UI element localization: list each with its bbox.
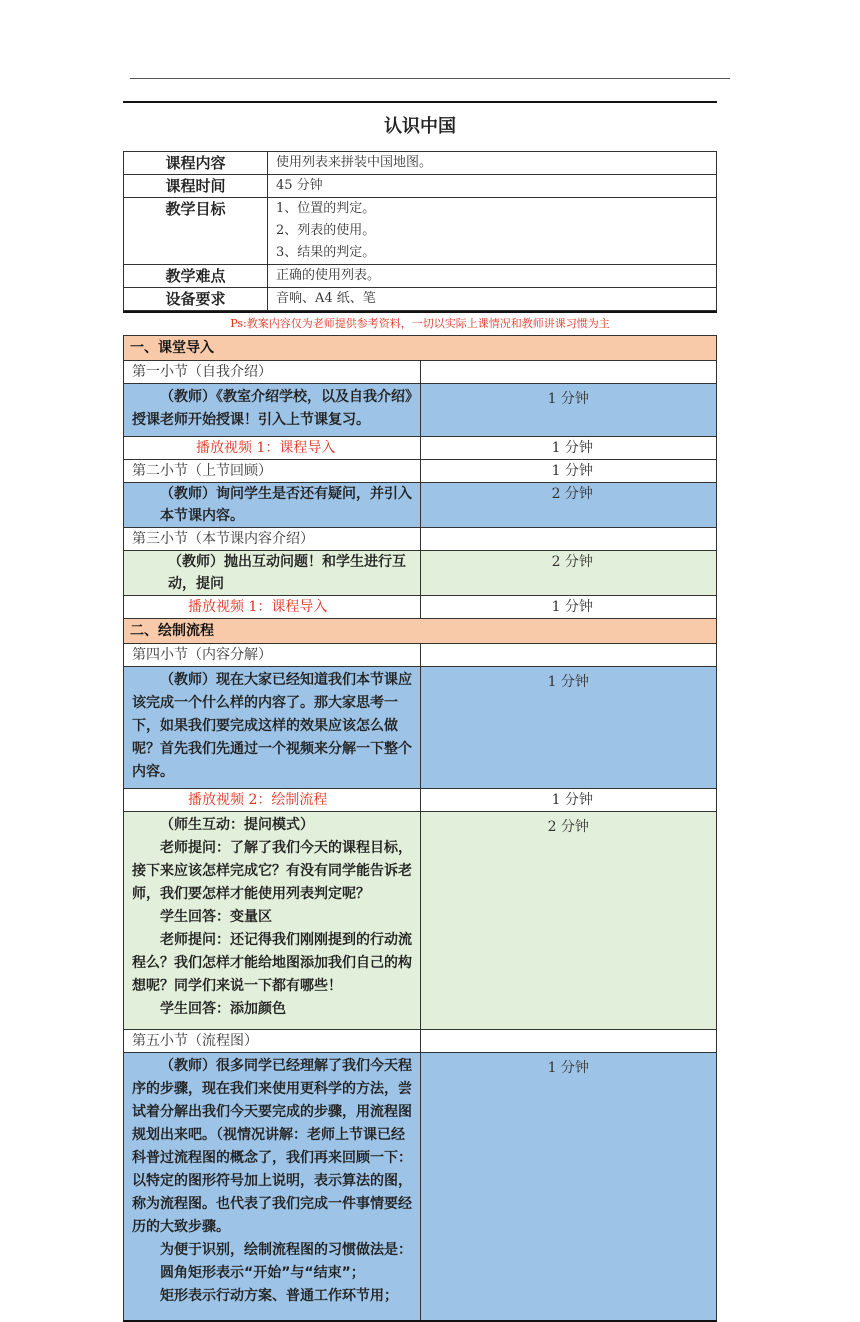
section-heading-flow: 二、绘制流程 bbox=[124, 619, 717, 644]
time-value: 45 分钟 bbox=[268, 175, 717, 198]
video-time: 1 分钟 bbox=[420, 789, 717, 812]
info-table bbox=[123, 151, 717, 311]
subsection-title: 第五小节（流程图） bbox=[124, 1030, 421, 1053]
step-text bbox=[124, 667, 421, 789]
content-value: 使用列表来拼装中国地图。 bbox=[268, 152, 717, 175]
video-time: 1 分钟 bbox=[420, 437, 717, 460]
video-label: 播放视频 1：课程导入 bbox=[124, 596, 421, 619]
student-answer: 学生回答：变量区 bbox=[160, 909, 272, 925]
step-time: 1 分钟 bbox=[420, 1053, 717, 1322]
header-rule bbox=[130, 78, 730, 79]
step-text: （教师）抛出互动问题！和学生进行互动，提问 bbox=[124, 551, 421, 596]
interaction-text bbox=[124, 812, 421, 1030]
content-label: 课程内容 bbox=[124, 152, 268, 175]
step-text bbox=[124, 1053, 421, 1322]
info-row-content bbox=[124, 152, 717, 175]
video-row bbox=[124, 789, 717, 812]
step-row bbox=[124, 483, 717, 528]
step-time: 2 分钟 bbox=[420, 812, 717, 1030]
step-text: （教师）询问学生是否还有疑问，并引入本节课内容。 bbox=[124, 483, 421, 528]
step-time: 1 分钟 bbox=[420, 384, 717, 437]
subsection-title: 第二小节（上节回顾） bbox=[124, 460, 421, 483]
video-row bbox=[124, 437, 717, 460]
subsection-row bbox=[124, 528, 717, 551]
subsection-row bbox=[124, 644, 717, 667]
goal-item: 2、列表的使用。 bbox=[276, 223, 376, 238]
info-row-difficulty bbox=[124, 265, 717, 288]
step-text bbox=[124, 384, 421, 437]
subsection-row bbox=[124, 460, 717, 483]
step-time: 2 分钟 bbox=[420, 551, 717, 596]
info-row-time bbox=[124, 175, 717, 198]
lesson-steps-table bbox=[123, 335, 717, 1322]
section-row bbox=[124, 619, 717, 644]
time-cell: 1 分钟 bbox=[420, 460, 717, 483]
step-paragraph: （教师）很多同学已经理解了我们今天程序的步骤，现在我们来使用更科学的方法，尝试着分解出我们今天要完成的步骤，用流程图规划出来吧。（视情况讲解：老师上节课已经科普过流程图的概念了，我们再来回顾一下：以特定的图形符号加上说明，表示算法的图，称为流程图。也代表了我们完成一件事情要经历的大致步骤。 bbox=[132, 1058, 412, 1235]
document-title: 认识中国 bbox=[123, 101, 717, 151]
equipment-label: 设备要求 bbox=[124, 288, 268, 311]
info-row-goals bbox=[124, 198, 717, 265]
subsection-title: 第三小节（本节课内容介绍） bbox=[124, 528, 421, 551]
flowchart-rule: 为便于识别，绘制流程图的习惯做法是： bbox=[160, 1242, 412, 1258]
flowchart-rule: 矩形表示行动方案、普通工作环节用； bbox=[160, 1288, 398, 1304]
subsection-row bbox=[124, 1030, 717, 1053]
teacher-question: 老师提问：还记得我们刚刚提到的行动流程么？我们怎样才能给地图添加我们自己的构想呢？同学们来说一下都有哪些！ bbox=[132, 932, 412, 994]
time-cell bbox=[420, 1030, 717, 1053]
interaction-heading: （师生互动：提问模式） bbox=[160, 817, 314, 833]
step-row bbox=[124, 384, 717, 437]
section-row bbox=[124, 336, 717, 361]
step-time: 1 分钟 bbox=[420, 667, 717, 789]
goal-item: 3、结果的判定。 bbox=[276, 245, 376, 260]
time-label: 课程时间 bbox=[124, 175, 268, 198]
teacher-question: 老师提问：了解了我们今天的课程目标，接下来应该怎样完成它？有没有同学能告诉老师，我们要怎样才能使用列表判定呢？ bbox=[132, 840, 412, 902]
step-row bbox=[124, 812, 717, 1030]
time-cell bbox=[420, 528, 717, 551]
subsection-title: 第四小节（内容分解） bbox=[124, 644, 421, 667]
step-row bbox=[124, 551, 717, 596]
step-paragraph: （教师）《教室介绍学校，以及自我介绍》授课老师开始授课！引入上节课复习。 bbox=[132, 389, 412, 428]
goal-item: 1、位置的判定。 bbox=[276, 201, 376, 216]
time-cell bbox=[420, 644, 717, 667]
step-paragraph: （教师）现在大家已经知道我们本节课应该完成一个什么样的内容了。那大家思考一下，如果我们要完成这样的效果应该怎么做呢？首先我们先通过一个视频来分解一下整个内容。 bbox=[132, 672, 412, 780]
lesson-plan bbox=[123, 101, 717, 1322]
goal-list bbox=[268, 198, 717, 265]
section-heading-intro: 一、课堂导入 bbox=[124, 336, 717, 361]
goal-label: 教学目标 bbox=[124, 198, 268, 265]
video-label: 播放视频 1：课程导入 bbox=[124, 437, 421, 460]
info-row-equipment bbox=[124, 288, 717, 311]
step-time: 2 分钟 bbox=[420, 483, 717, 528]
video-row bbox=[124, 596, 717, 619]
equipment-value: 音响、A4 纸、笔 bbox=[268, 288, 717, 311]
difficulty-value: 正确的使用列表。 bbox=[268, 265, 717, 288]
difficulty-label: 教学难点 bbox=[124, 265, 268, 288]
video-label: 播放视频 2：绘制流程 bbox=[124, 789, 421, 812]
time-cell bbox=[420, 361, 717, 384]
student-answer: 学生回答：添加颜色 bbox=[160, 1001, 286, 1017]
video-time: 1 分钟 bbox=[420, 596, 717, 619]
ps-note: Ps:教案内容仅为老师提供参考资料，一切以实际上课情况和教师讲课习惯为主 bbox=[123, 311, 717, 335]
step-row bbox=[124, 1053, 717, 1322]
subsection-row bbox=[124, 361, 717, 384]
subsection-title: 第一小节（自我介绍） bbox=[124, 361, 421, 384]
step-row bbox=[124, 667, 717, 789]
flowchart-rule: 圆角矩形表示“开始”与“结束”； bbox=[160, 1265, 365, 1281]
